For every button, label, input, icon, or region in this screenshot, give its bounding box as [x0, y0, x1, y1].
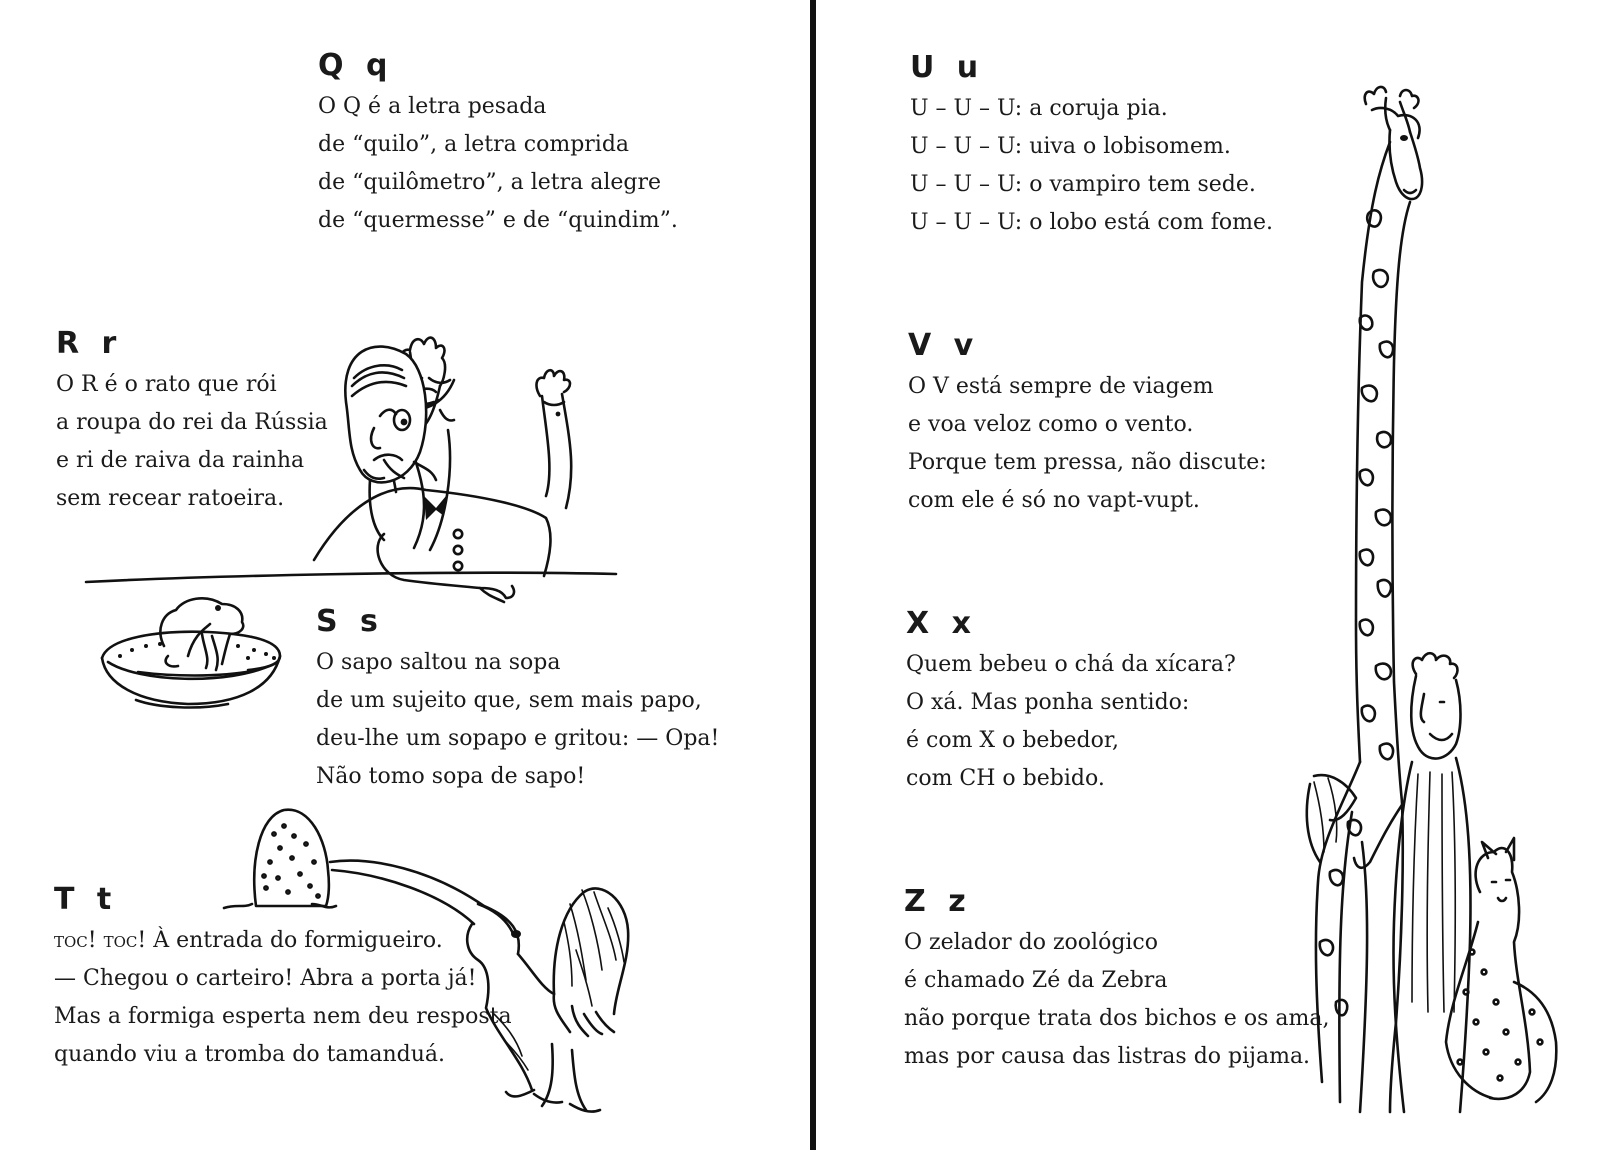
- verse-line: O xá. Mas ponha sentido:: [906, 690, 1190, 715]
- verse-line: Porque tem pressa, não discute:: [908, 450, 1267, 475]
- verse-line: Não tomo sopa de sapo!: [316, 764, 586, 789]
- heading-t: T t: [54, 882, 118, 917]
- verse-line: Mas a formiga esperta nem deu resposta: [54, 1004, 512, 1029]
- heading-v: V v: [908, 328, 980, 363]
- verse-line: com CH o bebido.: [906, 766, 1105, 791]
- anteater-and-anthill-illustration: [222, 800, 632, 1120]
- verse-line: de “quermesse” e de “quindim”.: [318, 208, 678, 233]
- verse-line: sem recear ratoeira.: [56, 486, 285, 511]
- verse-line: é com X o bebedor,: [906, 728, 1119, 753]
- verse-line: O V está sempre de viagem: [908, 374, 1214, 399]
- verse-line: O Q é a letra pesada: [318, 94, 547, 119]
- heading-x: X x: [906, 606, 977, 641]
- verse-line: U – U – U: o vampiro tem sede.: [910, 172, 1256, 197]
- verse-line: U – U – U: o lobo está com fome.: [910, 210, 1273, 235]
- verse-line: é chamado Zé da Zebra: [904, 968, 1168, 993]
- verse-line: quando viu a tromba do tamanduá.: [54, 1042, 446, 1067]
- verse-line: mas por causa das listras do pijama.: [904, 1044, 1311, 1069]
- waving-man-illustration: [84, 320, 624, 620]
- verse-line: Quem bebeu o chá da xícara?: [906, 652, 1236, 677]
- verse-line: O zelador do zoológico: [904, 930, 1158, 955]
- verse-line: de um sujeito que, sem mais papo,: [316, 688, 702, 713]
- heading-q: Q q: [318, 48, 394, 83]
- heading-r: R r: [56, 326, 123, 361]
- section-s: [316, 604, 719, 796]
- verse-line: deu-lhe um sopapo e gritou: — Opa!: [316, 726, 720, 751]
- verse-line: não porque trata dos bichos e os ama,: [904, 1006, 1330, 1031]
- book-spine: [810, 0, 816, 1150]
- section-x: [906, 606, 1236, 798]
- verse-line: O R é o rato que rói: [56, 372, 277, 397]
- verse-line: — Chegou o carteiro! Abra a porta já!: [54, 966, 477, 991]
- verse-line: de “quilo”, a letra comprida: [318, 132, 630, 157]
- verse-line: U – U – U: uiva o lobisomem.: [910, 134, 1231, 159]
- verse-line: de “quilômetro”, a letra alegre: [318, 170, 662, 195]
- heading-u: U u: [910, 50, 985, 85]
- heading-s: S s: [316, 604, 384, 639]
- section-q: [318, 48, 678, 240]
- section-u: [910, 50, 1273, 242]
- verse-line: a roupa do rei da Rússia: [56, 410, 328, 435]
- section-v: [908, 328, 1267, 520]
- frog-in-soup-bowl-illustration: [98, 594, 298, 724]
- verse-line: U – U – U: a coruja pia.: [910, 96, 1168, 121]
- verse-line: com ele é só no vapt-vupt.: [908, 488, 1200, 513]
- section-z: [904, 884, 1329, 1076]
- heading-z: Z z: [904, 884, 972, 919]
- knock-text: toc! toc!: [54, 928, 147, 953]
- verse-line: O sapo saltou na sopa: [316, 650, 561, 675]
- verse-line: e ri de raiva da rainha: [56, 448, 305, 473]
- verse-line-rest: À entrada do formigueiro.: [146, 928, 443, 953]
- giraffe-zookeeper-cheetah-illustration: [1300, 82, 1570, 1122]
- verse-line: e voa veloz como o vento.: [908, 412, 1194, 437]
